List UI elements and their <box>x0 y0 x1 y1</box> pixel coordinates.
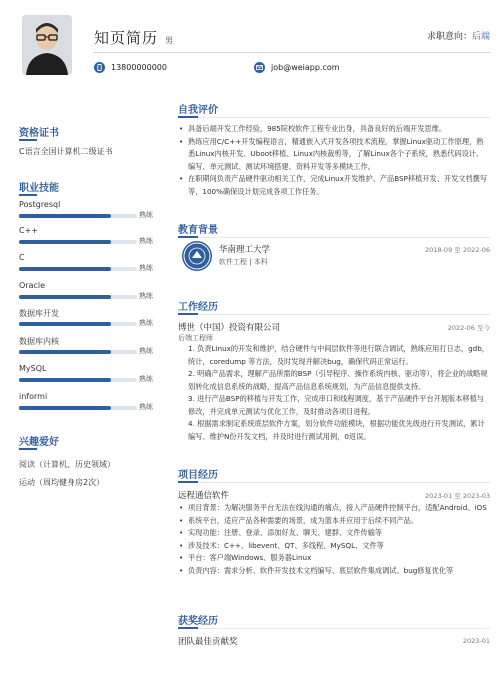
job-intent-value: 后端 <box>471 32 490 42</box>
contact-email[interactable] <box>254 62 340 73</box>
certs-title: 资格证书 <box>19 124 59 139</box>
project-date: 2023-01 至 2023-03 <box>425 492 490 500</box>
skill-item <box>19 336 159 362</box>
project-detail-item: • 项目背景：为解决服务平台无法在线沟通的痛点，接入产品硬件控制平台，适配Android、iOS <box>178 502 490 515</box>
skill-item <box>19 392 159 418</box>
education-title: 教育背景 <box>178 225 218 236</box>
project-detail-item: • 平台：客户端Windows、服务器Linux <box>178 552 490 565</box>
skill-name: Oracle <box>19 281 46 290</box>
skill-bar-track <box>19 267 137 271</box>
self-eval-title: 自我评价 <box>178 105 218 116</box>
skill-bar-fill <box>19 267 111 271</box>
skill-bar-track <box>19 378 137 382</box>
project-detail-item: • 涉及技术：C++、libevent、QT、多线程、MySQL、文件等 <box>178 540 490 553</box>
skill-level: 熟练 <box>139 211 153 219</box>
header-divider <box>94 52 490 53</box>
skill-bar-track <box>19 295 137 299</box>
avatar <box>22 15 72 75</box>
skill-bar-fill <box>19 378 111 382</box>
skill-item <box>19 281 159 307</box>
candidate-name: 知页简历 <box>94 29 159 47</box>
company-name: 博世（中国）投资有限公司 <box>178 323 281 333</box>
work-duty-item: 3. 进行产品BSP的移植与开发工作，完成串口和线程调度，基于产品硬件平台开展版本移植与修改，并完成单元测试与优化工作，及时推动各项目进程。 <box>188 394 484 416</box>
skill-bar-track <box>19 350 137 354</box>
skill-level: 熟练 <box>139 237 153 245</box>
skill-name: C++ <box>19 226 38 235</box>
work-duty-item: 1. 负责Linux的开发和维护，结合硬件与中间层软件等进行联合调试，熟练应用打日志，gdb，统计，coredump 等方法，及时发现并解决bug，确保代码正常运行。 <box>188 344 489 366</box>
email-icon <box>254 62 265 73</box>
skills-title: 职业技能 <box>19 179 59 194</box>
self-eval-item: • 熟练应用C/C++开发编程语言，精通嵌入式开发各项技术流程，掌握Linux驱动工作原理，熟悉Linux内核开发、Uboot移植、Linux内核裁剪等，了解Linux各个子系统，熟悉代码设计、编写、单元测试、测试环境搭建、资料开发等多模块工作。 <box>178 136 490 174</box>
skill-item <box>19 253 159 279</box>
skill-bar-fill <box>19 350 111 354</box>
candidate-gender: 男 <box>165 36 174 45</box>
section-divider <box>178 482 490 483</box>
skill-bar-track <box>19 406 137 410</box>
name-line <box>94 27 173 48</box>
skill-level: 熟练 <box>139 319 153 327</box>
job-intent <box>427 29 490 42</box>
skill-name: 数据库内核 <box>19 337 59 346</box>
section-divider <box>178 117 490 118</box>
work-duty-item: 4. 根据需求制定系统底层软件方案，划分软件功能模块，根据功能优先级进行开发测试，累计编写、维护N份开发文档，并及时进行测试用例，0返误。 <box>188 419 485 441</box>
project-detail-item: • 实现功能：注册、登录、添加好友、聊天、建群、文件传输等 <box>178 527 490 540</box>
self-eval-list <box>178 123 490 198</box>
school-major: 软件工程 | 本科 <box>219 258 268 266</box>
skill-bar-track <box>19 322 137 326</box>
award-date: 2023-01 <box>462 637 490 645</box>
skill-name: informi <box>19 392 48 401</box>
school-logo-icon <box>182 241 212 271</box>
skill-item <box>19 364 159 390</box>
work-role: 后端工程师 <box>178 334 213 342</box>
phone-number: 13800000000 <box>111 63 167 72</box>
job-intent-label: 求职意向： <box>426 32 472 42</box>
project-detail-item: • 系统平台，适应产品各种需要的场景，成为篮本并应用于后续不同产品。 <box>178 515 490 528</box>
work-duty-item: 2. 明确产品需求，理解产品所需的BSP（引导程序、操作系统内核、驱动等），将企业的战略规划转化成信息系统的战略，提高产品信息系统规划，为产品信息提供支持。 <box>188 369 488 391</box>
resume-header <box>0 0 500 84</box>
education-date: 2018-09 至 2022-06 <box>425 246 490 254</box>
skill-name: 数据库开发 <box>19 309 59 318</box>
left-column <box>0 84 160 693</box>
skill-level: 熟练 <box>139 292 153 300</box>
skill-bar-track <box>19 214 137 218</box>
skill-bar-fill <box>19 295 111 299</box>
skill-level: 熟练 <box>139 347 153 355</box>
project-detail-item: • 负责内容：需求分析、软件开发技术文档编写、底层软件集成调试、bug修复优化等 <box>178 565 490 578</box>
skill-bar-fill <box>19 406 111 410</box>
project-detail-list <box>178 502 490 577</box>
section-divider <box>178 237 490 238</box>
skill-name: Postgresql <box>19 200 61 209</box>
email-address[interactable]: job@weiapp.com <box>271 63 340 72</box>
awards-title: 获奖经历 <box>178 616 218 627</box>
skill-bar-fill <box>19 214 111 218</box>
skill-level: 熟练 <box>139 403 153 411</box>
work-date: 2022-06 至今 <box>447 324 490 332</box>
skill-level: 熟练 <box>139 375 153 383</box>
cert-item: C语言全国计算机二级证书 <box>19 147 113 156</box>
skill-item <box>19 308 159 334</box>
hobby-item: 阅读（计算机、历史领域） <box>19 460 115 469</box>
work-duty-list <box>178 343 490 443</box>
section-divider <box>178 628 490 629</box>
section-divider <box>178 314 490 315</box>
skill-name: MySQL <box>19 364 47 373</box>
skill-item <box>19 226 159 252</box>
project-title: 项目经历 <box>178 470 218 481</box>
hobby-item: 运动（周均健身房2次） <box>19 478 105 487</box>
skill-bar-fill <box>19 240 111 244</box>
skill-level: 熟练 <box>139 264 153 272</box>
hobbies-title: 兴趣爱好 <box>19 433 59 448</box>
school-name: 华南理工大学 <box>219 245 271 255</box>
contact-phone <box>94 62 167 73</box>
skill-bar-track <box>19 240 137 244</box>
phone-icon <box>94 62 105 73</box>
award-name: 团队最佳贡献奖 <box>178 637 238 647</box>
skill-name: C <box>19 253 25 262</box>
project-name: 远程通信软件 <box>178 491 230 501</box>
skill-bar-fill <box>19 322 111 326</box>
work-title: 工作经历 <box>178 302 218 313</box>
self-eval-item: • 在职期间负责产品硬件驱动相关工作，完成Linux开发维护、产品BSP移植开发、开发文档撰写等，100%确保设计划完成各项工作任务。 <box>178 173 490 198</box>
self-eval-item: • 具备后端开发工作经验，985院校软件工程专业出身，具备良好的后端开发思维。 <box>178 123 490 136</box>
skill-item <box>19 200 159 226</box>
avatar-photo-icon <box>22 15 72 75</box>
